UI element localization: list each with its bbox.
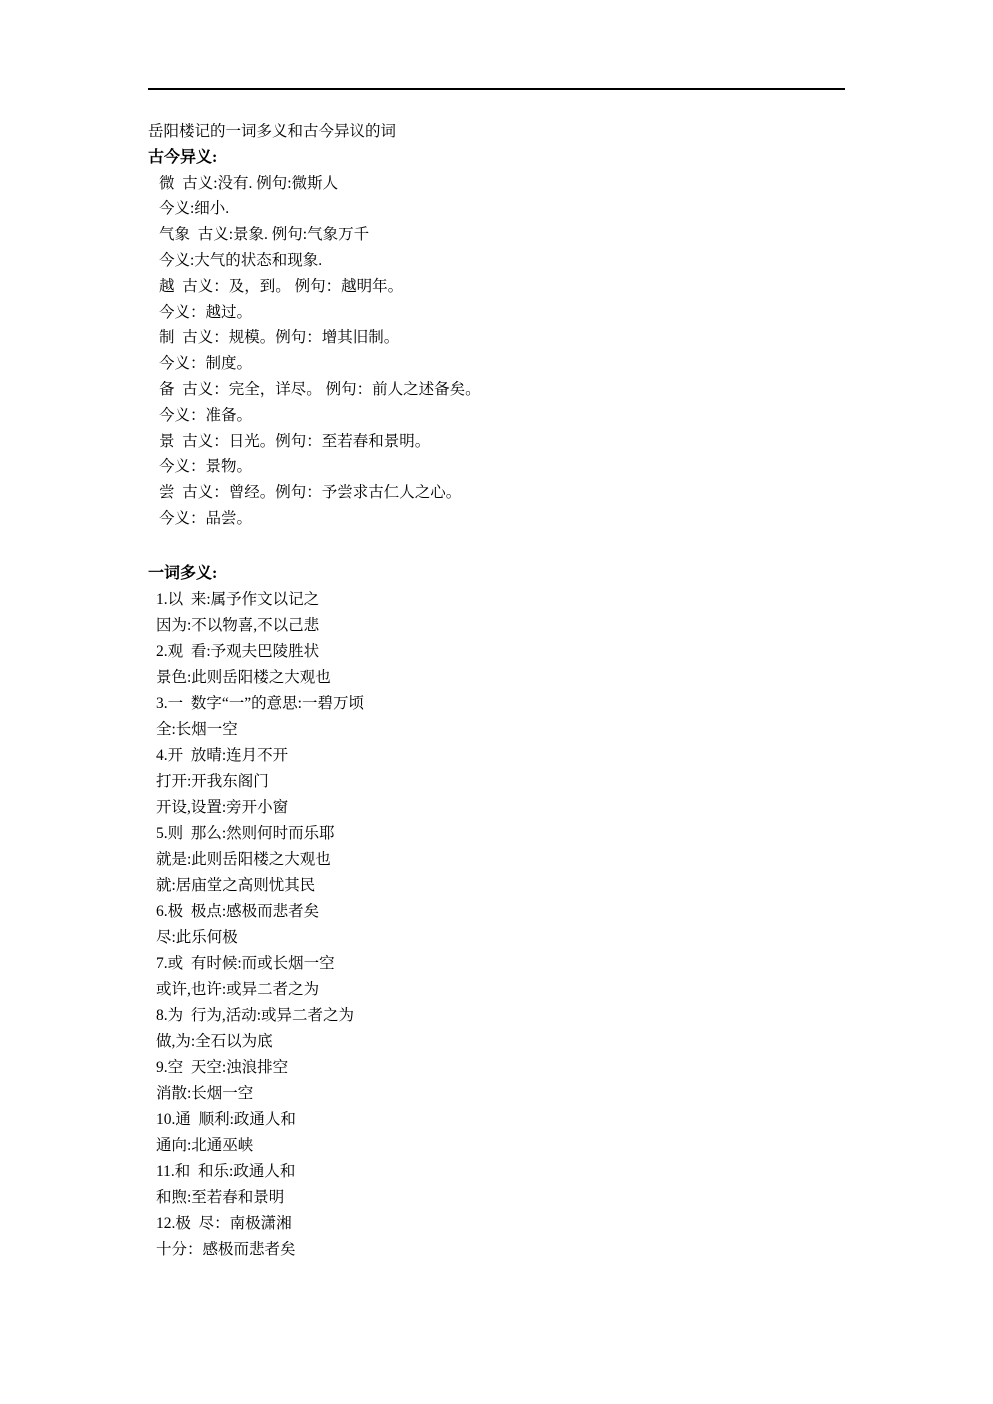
text-line: 和煦:至若春和景明	[156, 1188, 285, 1206]
text-line: 11.和 和乐:政通人和	[156, 1162, 296, 1180]
document-title: 岳阳楼记的一词多义和古今异议的词	[148, 123, 397, 140]
text-line: 5.则 那么:然则何时而乐耶	[156, 824, 335, 842]
text-line: 制 古义：规模。例句：增其旧制。	[159, 329, 400, 347]
header-rule	[148, 88, 845, 90]
text-line: 开设,设置:旁开小窗	[156, 798, 289, 816]
text-line: 微 古义:没有. 例句:微斯人	[159, 174, 339, 192]
text-line: 今义：品尝。	[159, 509, 253, 527]
text-line: 就:居庙堂之高则忧其民	[156, 876, 316, 894]
text-line: 通向:北通巫峡	[156, 1136, 254, 1154]
text-line: 3.一 数字“一”的意思:一碧万顷	[156, 694, 364, 712]
text-line: 12.极 尽：南极潇湘	[156, 1214, 292, 1232]
text-line: 1.以 来:属予作文以记之	[156, 590, 320, 608]
text-line: 今义：越过。	[159, 303, 253, 321]
text-line: 8.为 行为,活动:或异二者之为	[156, 1006, 355, 1024]
text-line: 景色:此则岳阳楼之大观也	[156, 668, 331, 686]
text-line: 6.极 极点:感极而悲者矣	[156, 902, 320, 920]
section-lines-gujin-yiyi	[148, 171, 888, 532]
text-line: 因为:不以物喜,不以己悲	[156, 616, 320, 634]
text-line: 今义：准备。	[159, 406, 253, 424]
text-line: 10.通 顺利:政通人和	[156, 1110, 296, 1128]
text-line: 十分：感极而悲者矣	[156, 1240, 296, 1258]
text-line: 尽:此乐何极	[156, 928, 238, 946]
section-yici-duoyi	[148, 561, 888, 1263]
text-line: 今义:大气的状态和现象.	[159, 251, 323, 269]
text-line: 做,为:全石以为底	[156, 1032, 273, 1050]
text-line: 2.观 看:予观夫巴陵胜状	[156, 642, 320, 660]
text-line: 打开:开我东阁门	[156, 772, 269, 790]
text-line: 9.空 天空:浊浪排空	[156, 1058, 289, 1076]
section-heading-gujin-yiyi: 古今异义:	[148, 148, 218, 166]
section-gujin-yiyi	[148, 145, 888, 532]
text-line: 今义：制度。	[159, 355, 253, 373]
document-content	[148, 119, 888, 1263]
text-line: 今义:细小.	[159, 200, 230, 218]
text-line: 就是:此则岳阳楼之大观也	[156, 850, 331, 868]
text-line: 全:长烟一空	[156, 720, 238, 738]
text-line: 气象 古义:景象. 例句:气象万千	[159, 226, 370, 244]
section-gap	[148, 532, 888, 561]
text-line: 消散:长烟一空	[156, 1084, 254, 1102]
text-line: 尝 古义：曾经。例句：予尝求古仁人之心。	[159, 484, 462, 502]
text-line: 备 古义：完全，详尽。 例句：前人之述备矣。	[159, 380, 481, 398]
section-heading-yici-duoyi: 一词多义:	[148, 564, 218, 582]
text-line: 4.开 放晴:连月不开	[156, 746, 289, 764]
text-line: 7.或 有时候:而或长烟一空	[156, 954, 335, 972]
text-line: 今义：景物。	[159, 458, 253, 476]
section-lines-yici-duoyi	[148, 587, 888, 1263]
text-line: 或许,也许:或异二者之为	[156, 980, 320, 998]
text-line: 景 古义：日光。例句：至若春和景明。	[159, 432, 431, 450]
text-line: 越 古义：及，到。 例句：越明年。	[159, 277, 404, 295]
